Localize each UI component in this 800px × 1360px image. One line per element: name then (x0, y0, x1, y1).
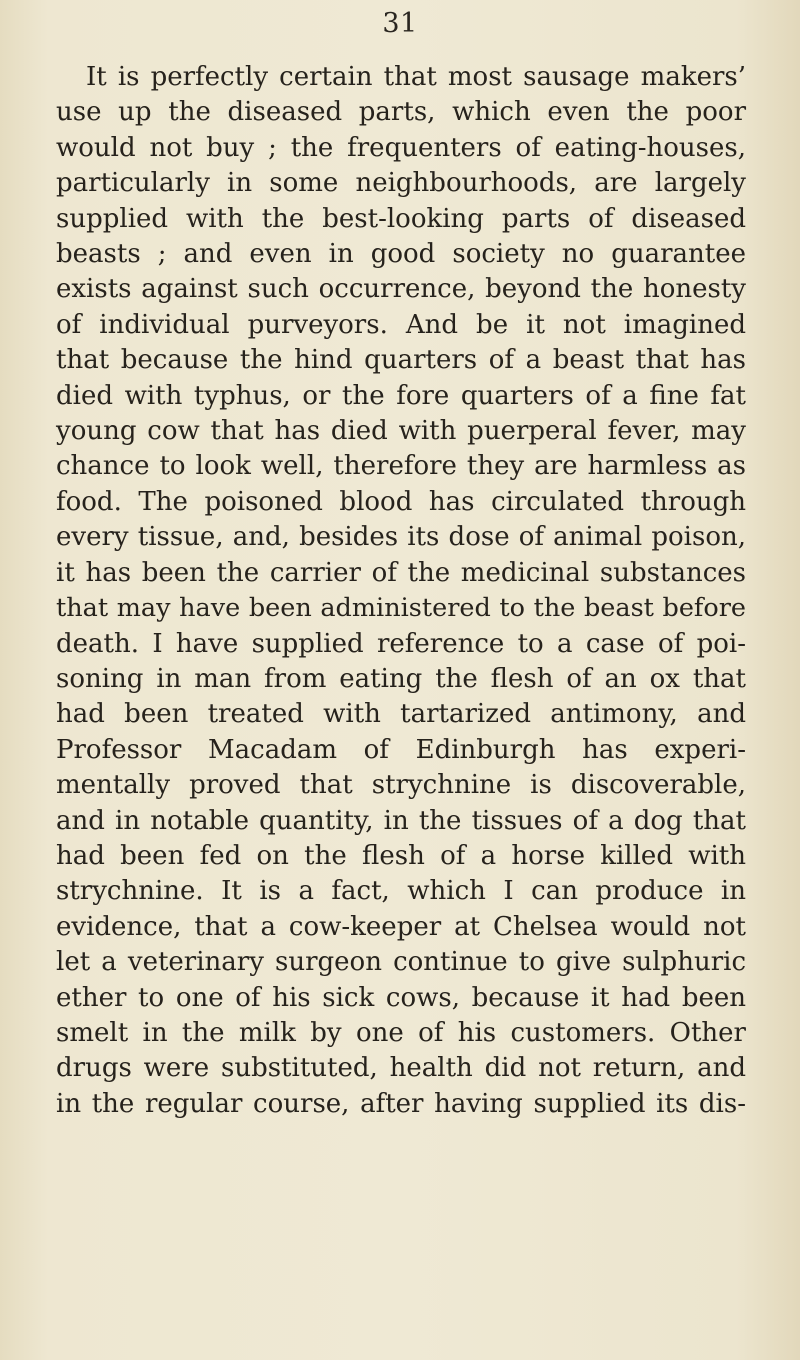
text-line: in the regular course, after having supplied its dis- (56, 1088, 746, 1119)
text-line: chance to look well, therefore they are harmless as (56, 451, 746, 482)
text-line: it has been the carrier of the medicinal substances (56, 557, 746, 588)
text-line: supplied with the best-looking parts of diseased (56, 203, 746, 234)
body-paragraph (56, 60, 746, 1122)
text-line: of individual purveyors. And be it not imagined (56, 309, 746, 340)
text-line: death. I have supplied reference to a case of poi- (56, 628, 746, 659)
page-number: 31 (382, 8, 418, 39)
text-line: ether to one of his sick cows, because it had been (56, 982, 746, 1013)
text-line: and in notable quantity, in the tissues of a dog that (56, 805, 746, 836)
text-line: had been treated with tartarized antimony, and (56, 699, 746, 730)
text-line: It is perfectly certain that most sausage makers’ (86, 62, 746, 92)
text-line: died with typhus, or the fore quarters of a fine fat (56, 380, 746, 411)
text-line: evidence, that a cow-keeper at Chelsea would not (56, 911, 746, 942)
text-line: let a veterinary surgeon continue to give sulphuric (56, 947, 746, 978)
text-line: strychnine. It is a fact, which I can produce in (56, 876, 746, 907)
text-line: beasts ; and even in good society no guarantee (56, 239, 746, 270)
text-line: had been fed on the flesh of a horse killed with (56, 840, 746, 871)
text-line: exists against such occurrence, beyond the honesty (56, 274, 746, 305)
text-line: that because the hind quarters of a beast that has (56, 345, 746, 376)
text-line: would not buy ; the frequenters of eating-houses, (56, 132, 746, 163)
text-line: smelt in the milk by one of his customers. Other (56, 1017, 746, 1048)
text-line: food. The poisoned blood has circulated through (56, 486, 746, 517)
text-line: mentally proved that strychnine is discoverable, (56, 770, 746, 801)
text-line: Professor Macadam of Edinburgh has experi- (56, 734, 746, 765)
text-line: young cow that has died with puerperal fever, may (56, 416, 746, 447)
text-line: particularly in some neighbourhoods, are largely (56, 168, 746, 199)
text-line: every tissue, and, besides its dose of animal poison, (56, 522, 746, 553)
text-line: that may have been administered to the beast before (56, 593, 746, 624)
text-line: soning in man from eating the flesh of an ox that (56, 663, 746, 694)
text-line: use up the diseased parts, which even the poor (56, 97, 746, 128)
text-line: drugs were substituted, health did not return, and (56, 1053, 746, 1084)
